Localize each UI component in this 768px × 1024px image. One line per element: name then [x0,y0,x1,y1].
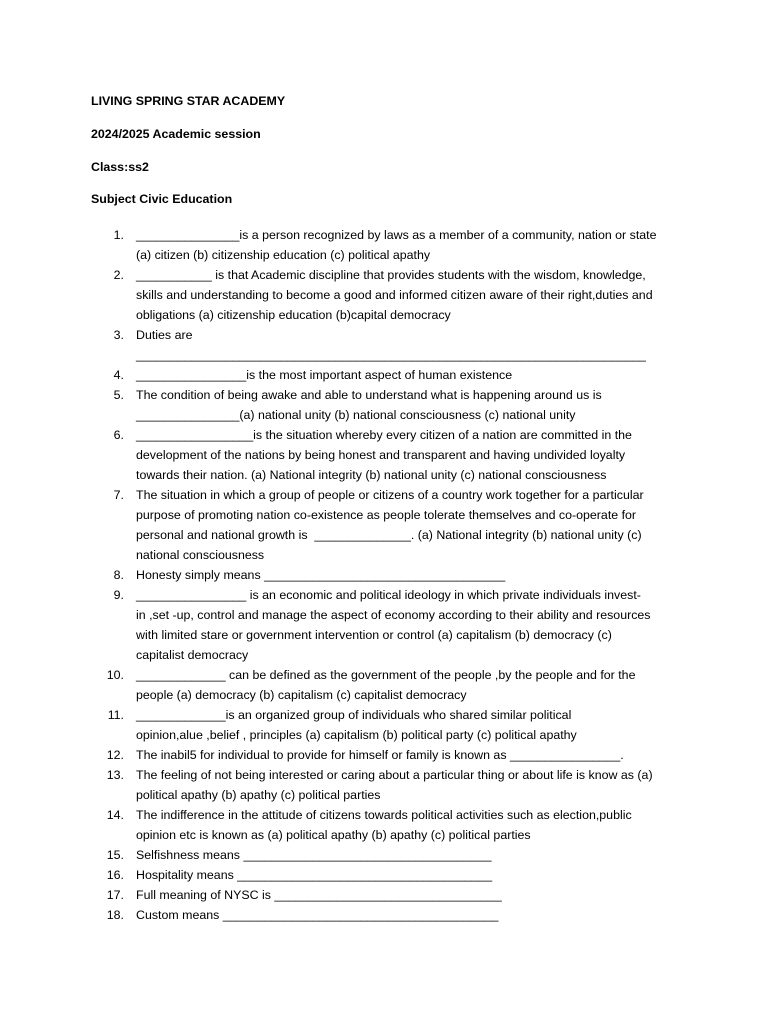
class-label: Class:ss2 [91,160,149,174]
question-item [91,665,681,705]
question-number: 14. [106,808,124,822]
question-number: 17. [106,888,124,902]
question-text: _________________is the situation whereby every citizen of a nation are committed in the development of the nations by being honest and transparent and having undivided loyalty towards their nation. (a) National integrity (b) national unity (c) national consciousness [136,428,632,482]
question-number: 9. [113,588,124,602]
question-text: Honesty simply means ___________________________________ [136,568,506,582]
question-item [91,905,681,925]
question-item [91,425,681,485]
question-text: The inabil5 for individual to provide for himself or family is known as ________________. [136,748,624,762]
question-number: 8. [113,568,124,582]
question-number: 16. [106,868,124,882]
question-text: The situation in which a group of people or citizens of a country work together for a particular purpose of promoting nation co-existence as people tolerate themselves and co-operate for personal and national growth is ______________. (a) National integrity (b) national unity (c) national consciousness [136,488,644,562]
question-number: 4. [113,368,124,382]
question-text: ________________ is an economic and political ideology in which private individuals invest- in ,set -up, control and manage the aspect of economy according to their ability and resources with limited stare or government intervention or control (a) capitalism (b) democracy (c) capitalist democracy [136,588,651,662]
question-item [91,225,681,265]
question-number: 1. [113,228,124,242]
question-text: _______________is a person recognized by laws as a member of a community, nation or state (a) citizen (b) citizenship education (c) political apathy [136,228,657,262]
question-text: Hospitality means _____________________________________ [136,868,493,882]
question-item [91,765,681,805]
question-item [91,865,681,885]
question-item [91,325,681,365]
question-text: _____________is an organized group of individuals who shared similar political opinion,alue ,belief , principles (a) capitalism (b) political party (c) political apathy [136,708,577,742]
question-text: The feeling of not being interested or caring about a particular thing or about life is know as (a) political apathy (b) apathy (c) political parties [136,768,653,802]
question-list [91,225,681,925]
question-text: The condition of being awake and able to understand what is happening around us is _______________(a) national unity (b) national consciousness (c) national unity [136,388,602,422]
question-item [91,805,681,845]
school-name: LIVING SPRING STAR ACADEMY [91,94,286,108]
question-number: 13. [106,768,124,782]
question-text: Selfishness means ____________________________________ [136,848,492,862]
question-number: 18. [106,908,124,922]
question-number: 6. [113,428,124,442]
question-item [91,485,681,565]
question-item [91,565,681,585]
question-number: 2. [113,268,124,282]
question-text: The indifference in the attitude of citizens towards political activities such as election,public opinion etc is known as (a) political apathy (b) apathy (c) political parties [136,808,632,842]
question-text: ___________ is that Academic discipline that provides students with the wisdom, knowledge, skills and understanding to become a good and informed citizen aware of their right,duties and obligations (a) citizenship education (b)capital democracy [136,268,653,322]
question-item [91,705,681,745]
subject-label: Subject Civic Education [91,192,233,206]
question-text: Duties are __________________________________________________________________________ [136,328,646,362]
question-number: 15. [106,848,124,862]
question-number: 7. [113,488,124,502]
question-item [91,365,681,385]
question-text: Full meaning of NYSC is _________________________________ [136,888,502,902]
question-text: ________________is the most important aspect of human existence [136,368,513,382]
question-item [91,385,681,425]
question-text: Custom means ________________________________________ [136,908,499,922]
question-text: _____________ can be defined as the government of the people ,by the people and for the people (a) democracy (b) capitalism (c) capitalist democracy [136,668,636,702]
question-number: 5. [113,388,124,402]
academic-session: 2024/2025 Academic session [91,127,261,141]
question-number: 12. [106,748,124,762]
question-item [91,265,681,325]
question-number: 11. [107,708,124,722]
question-number: 3. [113,328,124,342]
question-item [91,845,681,865]
question-item [91,585,681,665]
question-item [91,885,681,905]
question-item [91,745,681,765]
question-number: 10. [106,668,124,682]
